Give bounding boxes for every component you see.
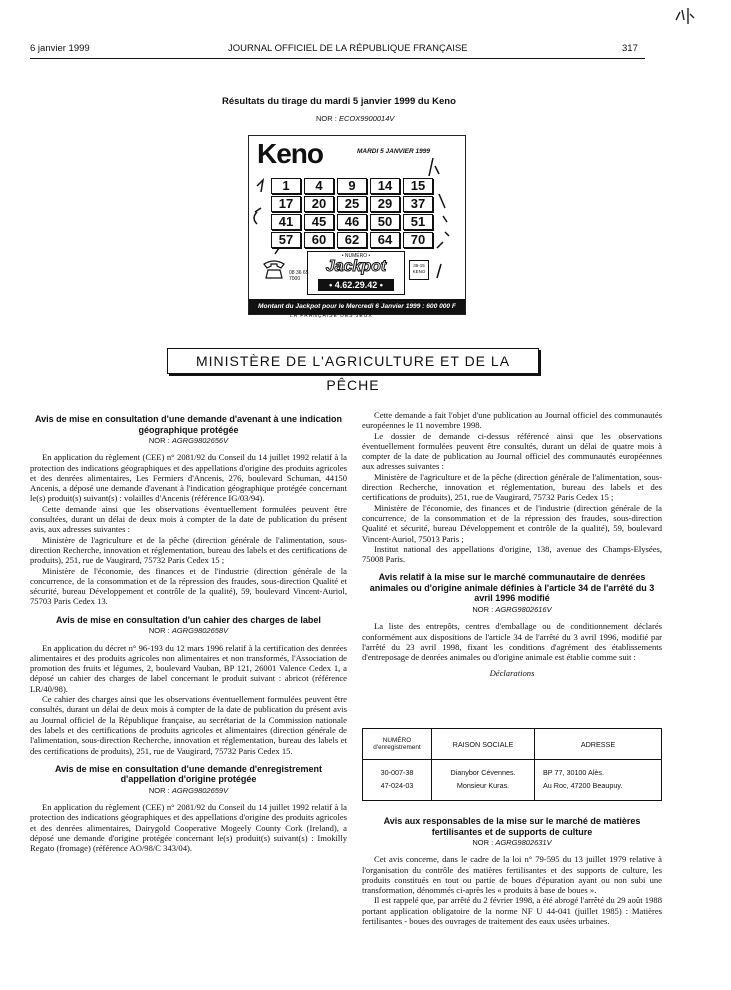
notice-nor: NOR : AGRG9802631V: [472, 838, 552, 847]
keno-number: 9: [337, 178, 367, 194]
table-row: [363, 779, 662, 801]
keno-number: 25: [337, 196, 367, 212]
phone-icon: [261, 258, 287, 280]
notice-title: Avis de mise en consultation d'un cahier des charges de label: [56, 614, 321, 625]
paragraph: La liste des entrepôts, centres d'emballage ou de conditionnement déclarés conformément aux dispositions de l'article 34 de l'arrêté du 3 avril 1996, modifié par l'arrêté du 23 avril 1998, fixant les conditions d'agrément des établissements d'entreposage de denrées animales ou d'origine animale est établie comme suit :: [362, 621, 662, 663]
minitel-box: 36-15 KENO: [409, 260, 429, 280]
paragraph: Cette demande a fait l'objet d'une publication au Journal officiel des communautés européennes le 11 novembre 1998.: [362, 410, 662, 431]
paragraph: Ce cahier des charges ainsi que les observations éventuellement formulées peuvent être consultés, durant un délai de deux mois à compter de la date de publication du présent avis au Journal officiel de la République française, au secrétariat de la Commission nationale des labels et des certifications de produits agricoles et alimentaires (direction générale de l'alimentation, sous-direction Recherche, innovation et réglementation, bureau des labels et des certifications de produits), 251, rue de Vaugirard, 75732 Paris Cedex 15.: [30, 694, 347, 756]
keno-number: 17: [271, 196, 301, 212]
paragraph: Cette demande ainsi que les observations éventuellement formulées peuvent être consultées, durant un délai de deux mois à compter de la date de publication du présent avis, aux adresses suivantes :: [30, 503, 347, 535]
declarations-table: [362, 728, 662, 801]
table-cell: BP 77, 30100 Alès.: [535, 760, 662, 780]
table-cell: 47-024-03: [363, 779, 432, 801]
paragraph: Institut national des appellations d'origine, 138, avenue des Champs-Elysées, 75008 Paris.: [362, 543, 662, 565]
jackpot-number: • 4.62.29.42 •: [318, 279, 394, 291]
keno-number: 60: [304, 232, 334, 248]
paragraph: Ministère de l'agriculture et de la pêche (direction générale de l'alimentation, sous-direction Recherche, innovation et réglementation, bureau des labels et des certifications de produits), 251, rue de Vaugirard, 75732 Paris Cedex 15 ;: [362, 471, 662, 503]
keno-results-panel: [248, 135, 466, 315]
paragraph: Le dossier de demande ci-dessus référencé ainsi que les observations éventuellement formulées peuvent être consultés, durant un délai de quatre mois à compter de la date de publication au Journal officiel des communautés européennes aux adresses suivantes :: [362, 430, 662, 472]
right-column-bottom: [362, 812, 662, 926]
jackpot-small-label: • NUMÉRO •: [341, 253, 371, 259]
jackpot-amount-banner: Montant du Jackpot pour le Mercredi 6 Janvier 1999 : 600 000 F: [249, 299, 465, 314]
keno-number: 46: [337, 214, 367, 230]
notice-nor: NOR : AGRG9802616V: [472, 604, 552, 614]
header-rule: [30, 58, 645, 59]
keno-footer: LA FRANÇAISE DES JEUX: [290, 313, 373, 319]
keno-number: 50: [370, 214, 400, 230]
right-column-top: [362, 410, 662, 679]
keno-number: 62: [337, 232, 367, 248]
notice-title: Avis aux responsables de la mise sur le marché de matières fertilisantes et de supports de culture: [383, 816, 641, 837]
notice-nor: NOR : AGRG9802659V: [148, 785, 229, 795]
keno-number: 20: [304, 196, 334, 212]
table-cell: Monsieur Kuras.: [432, 779, 535, 801]
keno-nor: NOR : ECOX9900014V: [316, 114, 395, 123]
notice-title: Avis de mise en consultation d'une demande d'enregistrement d'appellation d'origine protégée: [54, 763, 322, 785]
phone-number: 08 36 65 7000: [289, 270, 309, 282]
table-header: NUMÉRO d'enregistrement: [363, 729, 432, 760]
table-header: RAISON SOCIALE: [432, 729, 535, 760]
corner-mark-icon: [672, 6, 696, 26]
paragraph: En application du règlement (CEE) n° 2081/92 du Conseil du 14 juillet 1992 relatif à la protection des indications géographiques et des appellations d'origine des produits agricoles et des denrées alimentaires, Dairygold Cooperative Mogeely County Cork (Ireland), a déposé une demande d'origine protégée concernant le(s) produit(s) suivant(s) : Imokilly Regato (fromage) (référence AO/98/C 343/04).: [30, 802, 347, 854]
keno-logo: Keno: [257, 138, 323, 169]
table-header-row: [363, 729, 662, 760]
header-date: 6 janvier 1999: [30, 43, 90, 54]
keno-number: 41: [271, 214, 301, 230]
keno-title: Résultats du tirage du mardi 5 janvier 1999 du Keno: [222, 96, 456, 107]
paragraph: Ministère de l'économie, des finances et de l'industrie (direction générale de la concurrence, de la consommation et de la répression des fraudes, sous-direction Qualité et sécurité, bureau Développement et contrôle de la qualité), 59, boulevard Vincent-Auriol, 75703 Paris Cedex 13.: [30, 565, 347, 607]
notice-title: Avis relatif à la mise sur le marché communautaire de denrées animales ou d'origine animale définies à l'article 34 de l'arrêté du 3 avril 1996 modifié: [369, 572, 655, 604]
jackpot-label: Jackpot: [325, 258, 387, 275]
paragraph: Cet avis concerne, dans le cadre de la loi n° 79-595 du 13 juillet 1979 relative à l'organisation du contrôle des matières fertilisantes et des supports de culture, les produits constitués en tout ou partie de boues d'épuration ayant ou non subi une transformation, dénommés ci-après les « produits à base de boues ».: [362, 854, 662, 896]
notice-nor: NOR : AGRG9802658V: [148, 626, 229, 636]
journal-title: JOURNAL OFFICIEL DE LA RÉPUBLIQUE FRANÇAISE: [228, 43, 468, 54]
keno-number: 51: [403, 214, 433, 230]
keno-number: 70: [403, 232, 433, 248]
table-cell: 30-007-38: [363, 760, 432, 780]
left-column: [30, 410, 347, 854]
table-cell: Au Roc, 47200 Beaupuy.: [535, 779, 662, 801]
table-row: [363, 760, 662, 780]
page-number: 317: [622, 43, 638, 54]
keno-number: 64: [370, 232, 400, 248]
notice-nor: NOR : AGRG9802656V: [148, 436, 229, 445]
keno-number: 37: [403, 196, 433, 212]
paragraph: Ministère de l'économie, des finances et de l'industrie (direction générale de la concurrence, de la consommation et de la répression des fraudes, sous-direction Qualité et sécurité, bureau Développement et contrôle de la qualité), 59, boulevard Vincent-Auriol, 75013 Paris ;: [362, 502, 662, 544]
notice-title: Avis de mise en consultation d'une demande d'avenant à une indication géographique protégée: [34, 414, 342, 435]
paragraph: Il est rappelé que, par arrêté du 2 février 1998, a été abrogé l'arrêté du 29 août 1988 portant application obligatoire de la norme NF U 44-041 (juillet 1985) : Matières fertilisantes - boues des ouvrages de traitement des eaux usées urbaines.: [362, 895, 662, 927]
keno-number: 1: [271, 178, 301, 194]
keno-draw-date: MARDI 5 JANVIER 1999: [357, 148, 430, 155]
declarations-label: Déclarations: [489, 668, 535, 679]
keno-number: 4: [304, 178, 334, 194]
keno-number: 57: [271, 232, 301, 248]
paragraph: En application du règlement (CEE) n° 2081/92 du Conseil du 14 juillet 1992 relatif à la protection des indications géographiques et des appellations d'origine des produits agricoles et des denrées alimentaires, Les Fermiers d'Ancenis, 276, boulevard Schuman, 44150 Ancenis, a déposé une demande d'avenant à l'indication géographique protégée concernant le(s) produit(s) suivant(s) : volailles d'Ancenis (référence IG/03/94).: [30, 452, 347, 504]
jackpot-box: [307, 251, 405, 295]
keno-number: 29: [370, 196, 400, 212]
table-cell: Dianybor Cévennes.: [432, 760, 535, 780]
paragraph: Ministère de l'agriculture et de la pêche (direction générale de l'alimentation, sous-direction Recherche, innovation et réglementation, bureau des labels et des certifications de produits), 251, rue de Vaugirard, 75732 Paris Cedex 15 ;: [30, 534, 347, 566]
ministry-heading: MINISTÈRE DE L'AGRICULTURE ET DE LA PÊCHE: [167, 348, 539, 374]
table-header: ADRESSE: [535, 729, 662, 760]
keno-number: 15: [403, 178, 433, 194]
paragraph: En application du décret n° 96-193 du 12 mars 1996 relatif à la certification des denrées alimentaires et des produits agricoles non alimentaires et non transformés, l'Association de promotion des fruits et légumes, 2, boulevard Vauban, BP 121, 26001 Valence Cedex 1, a déposé un cahier des charges de label concernant le produit suivant : abricot (référence LR/40/98).: [30, 642, 347, 694]
keno-number: 45: [304, 214, 334, 230]
keno-number: 14: [370, 178, 400, 194]
